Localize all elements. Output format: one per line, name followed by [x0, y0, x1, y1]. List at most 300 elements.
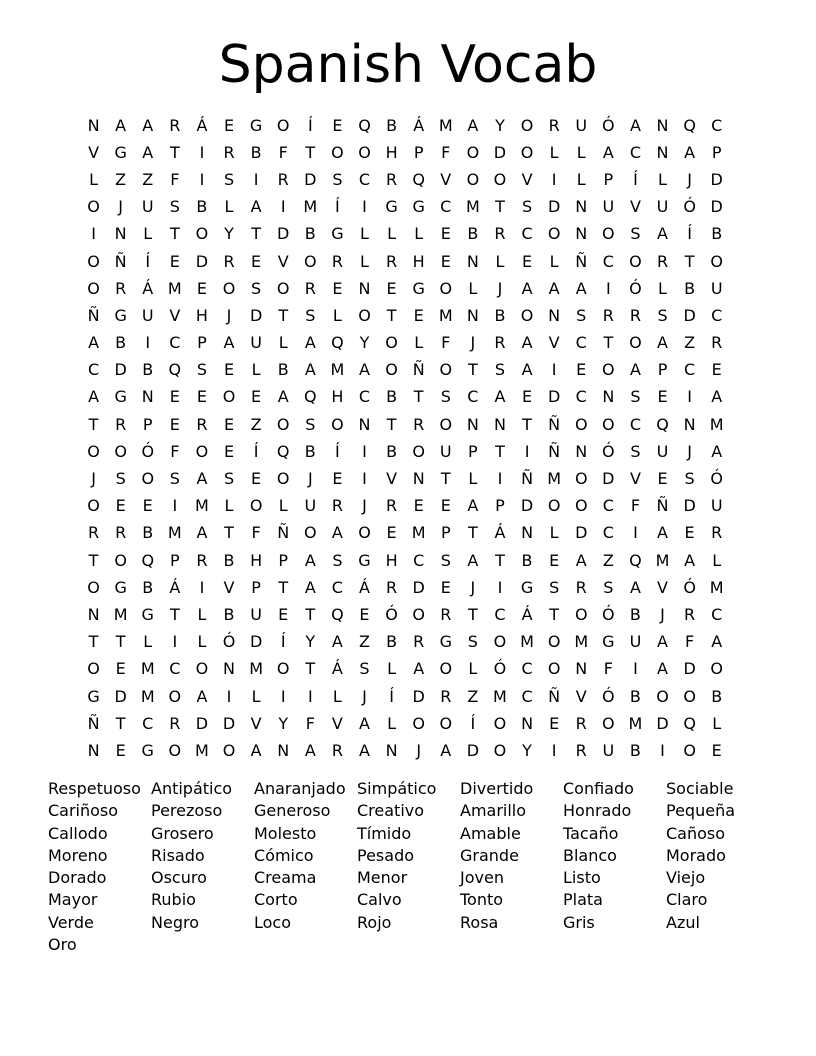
grid-cell: E [657, 469, 668, 489]
grid-cell: H [385, 550, 398, 570]
grid-cell: S [169, 197, 180, 217]
grid-cell: M [493, 686, 507, 706]
grid-cell: N [575, 224, 588, 244]
grid-cell: A [223, 333, 235, 353]
grid-cell: L [197, 632, 207, 652]
word-list-item: Tímido [357, 823, 412, 843]
word-list-item: Perezoso [151, 801, 223, 821]
grid-cell: H [195, 305, 208, 325]
grid-cell: N [683, 414, 696, 434]
grid-cell: C [711, 604, 723, 624]
grid-cell: R [115, 523, 127, 543]
grid-cell: Z [115, 169, 127, 189]
grid-cell: Z [250, 414, 262, 434]
grid-cell: R [115, 414, 127, 434]
grid-row [80, 112, 730, 139]
grid-cell: L [576, 169, 586, 189]
grid-cell: Á [196, 115, 208, 135]
grid-cell: Ñ [412, 360, 425, 380]
grid-cell: O [276, 278, 290, 298]
grid-cell: O [602, 414, 615, 434]
grid-cell: J [91, 469, 96, 489]
grid-cell: R [656, 251, 669, 271]
grid-cell: F [441, 333, 451, 353]
grid-cell: P [711, 142, 722, 162]
grid-cell: E [251, 469, 262, 489]
grid-cell: C [358, 169, 371, 189]
grid-cell: O [114, 441, 127, 461]
grid-cell: R [169, 713, 181, 733]
grid-cell: F [630, 496, 641, 516]
grid-cell: Ó [602, 115, 615, 135]
grid-cell: O [141, 469, 155, 489]
grid-cell: T [88, 414, 99, 434]
grid-cell: R [386, 251, 398, 271]
word-list-item: Menor [357, 868, 408, 888]
grid-cell: A [304, 360, 316, 380]
grid-cell: M [628, 713, 643, 733]
grid-cell: L [549, 523, 559, 543]
word-list-item: Creama [254, 868, 317, 888]
grid-cell: Í [280, 632, 286, 652]
grid-cell: F [278, 142, 288, 162]
grid-cell: G [114, 305, 127, 325]
grid-cell: O [574, 496, 588, 516]
grid-cell: M [438, 115, 453, 135]
grid-cell: D [602, 469, 615, 489]
grid-cell: J [362, 686, 367, 706]
grid-cell: N [385, 740, 398, 760]
grid-cell: O [493, 169, 507, 189]
grid-cell: E [359, 604, 370, 624]
grid-cell: H [385, 142, 398, 162]
grid-cell: E [440, 251, 451, 271]
grid-cell: Ó [385, 604, 398, 624]
grid-cell: O [629, 251, 642, 271]
grid-cell: G [141, 740, 154, 760]
grid-cell: Y [495, 115, 505, 135]
word-list-item: Generoso [254, 801, 331, 821]
grid-cell: Q [656, 414, 669, 434]
grid-cell: P [495, 496, 505, 516]
grid-cell: T [88, 632, 99, 652]
grid-cell: L [712, 550, 722, 570]
grid-cell: N [412, 469, 425, 489]
grid-cell: N [575, 441, 588, 461]
grid-cell: D [683, 496, 696, 516]
grid-row [80, 194, 730, 221]
grid-cell: A [657, 632, 668, 652]
grid-cell: I [253, 169, 259, 189]
grid-cell: O [602, 224, 615, 244]
grid-cell: E [684, 523, 695, 543]
grid-cell: S [630, 441, 641, 461]
word-list-item: Gris [563, 912, 595, 932]
grid-cell: R [494, 333, 506, 353]
grid-cell: B [115, 333, 127, 353]
grid-cell: T [169, 142, 180, 162]
grid-cell: C [711, 115, 723, 135]
grid-cell: O [439, 278, 453, 298]
grid-cell: A [629, 115, 641, 135]
grid-cell: E [332, 278, 343, 298]
grid-cell: I [91, 224, 96, 244]
grid-cell: S [332, 550, 343, 570]
grid-cell: A [575, 550, 587, 570]
grid-cell: S [657, 305, 668, 325]
grid-cell: V [331, 713, 343, 733]
grid-cell: B [521, 550, 533, 570]
grid-cell: R [440, 686, 452, 706]
grid-cell: O [466, 142, 480, 162]
grid-cell: L [251, 686, 261, 706]
grid-cell: J [470, 577, 476, 597]
grid-cell: G [249, 115, 263, 135]
grid-cell: T [169, 224, 180, 244]
grid-cell: G [114, 142, 127, 162]
grid-cell: O [520, 142, 534, 162]
grid-cell: Q [141, 550, 155, 570]
grid-cell: Á [494, 523, 506, 543]
grid-row [80, 601, 730, 628]
word-list-item: Negro [151, 912, 199, 932]
grid-cell: G [412, 278, 425, 298]
grid-cell: I [362, 469, 367, 489]
grid-cell: R [548, 115, 560, 135]
grid-row [80, 438, 730, 465]
grid-cell: R [196, 414, 208, 434]
grid-cell: B [277, 360, 289, 380]
grid-cell: Y [305, 632, 316, 652]
grid-cell: O [439, 360, 453, 380]
word-list-item: Listo [563, 868, 601, 888]
grid-cell: Ó [629, 278, 642, 298]
grid-cell: Y [224, 224, 234, 244]
grid-cell: O [195, 441, 209, 461]
grid-cell: I [660, 740, 665, 760]
grid-cell: I [172, 632, 178, 652]
grid-cell: E [332, 469, 343, 489]
grid-cell: O [493, 632, 507, 652]
grid-cell: E [413, 496, 424, 516]
grid-cell: B [629, 604, 641, 624]
grid-cell: N [521, 713, 534, 733]
grid-cell: N [87, 115, 100, 135]
word-list-item: Pesado [357, 845, 415, 865]
grid-cell: C [331, 577, 343, 597]
grid-cell: U [575, 115, 588, 135]
grid-cell: Á [359, 577, 370, 597]
grid-cell: M [303, 197, 318, 217]
grid-cell: O [547, 659, 561, 679]
grid-cell: S [549, 577, 560, 597]
grid-row [80, 275, 730, 302]
grid-cell: A [684, 142, 696, 162]
grid-cell: G [331, 224, 344, 244]
grid-cell: Ñ [548, 686, 561, 706]
grid-cell: L [224, 197, 234, 217]
grid-cell: D [520, 496, 534, 516]
grid-cell: I [362, 441, 367, 461]
grid-cell: S [630, 387, 641, 407]
grid-cell: Í [145, 251, 151, 271]
grid-cell: E [142, 496, 153, 516]
grid-cell: J [497, 278, 503, 298]
word-list-item: Joven [460, 868, 504, 888]
grid-cell: E [196, 387, 207, 407]
grid-cell: O [710, 659, 723, 679]
grid-row [80, 683, 730, 710]
grid-cell: J [470, 333, 476, 353]
grid-cell: N [575, 659, 588, 679]
grid-cell: Í [633, 169, 638, 189]
grid-cell: Y [359, 333, 370, 353]
grid-cell: L [387, 713, 397, 733]
grid-cell: U [656, 441, 669, 461]
grid-cell: O [412, 713, 425, 733]
word-list-item: Corto [254, 890, 298, 910]
grid-cell: P [251, 577, 261, 597]
grid-cell: Ñ [548, 441, 561, 461]
grid-cell: D [710, 169, 723, 189]
grid-cell: M [113, 604, 128, 624]
grid-cell: E [413, 305, 424, 325]
grid-row [80, 493, 730, 520]
grid-cell: L [414, 333, 424, 353]
grid-cell: C [521, 224, 533, 244]
grid-cell: L [658, 278, 667, 298]
grid-cell: M [547, 469, 562, 489]
word-list-item: Cañoso [666, 823, 726, 843]
grid-cell: R [711, 523, 723, 543]
grid-cell: N [548, 305, 561, 325]
grid-cell: J [307, 469, 313, 489]
grid-cell: B [304, 224, 316, 244]
grid-cell: Ó [141, 441, 155, 461]
grid-cell: A [521, 333, 533, 353]
grid-cell: A [548, 278, 560, 298]
grid-cell: D [304, 169, 317, 189]
grid-cell: M [167, 523, 182, 543]
grid-cell: Í [470, 713, 476, 733]
grid-cell: U [710, 496, 723, 516]
grid-cell: I [199, 142, 205, 162]
grid-cell: A [711, 632, 723, 652]
grid-cell: V [277, 251, 289, 271]
grid-cell: I [172, 496, 178, 516]
grid-cell: H [250, 550, 263, 570]
grid-cell: E [115, 496, 126, 516]
grid-row [80, 710, 730, 737]
grid-cell: O [87, 197, 100, 217]
grid-cell: V [575, 686, 587, 706]
grid-cell: P [142, 414, 153, 434]
grid-cell: J [226, 305, 232, 325]
grid-cell: O [87, 278, 100, 298]
grid-cell: B [142, 577, 154, 597]
grid-cell: Ó [602, 604, 615, 624]
grid-cell: F [441, 142, 451, 162]
grid-cell: S [521, 197, 533, 217]
grid-cell: Z [467, 686, 479, 706]
grid-cell: O [276, 115, 290, 135]
grid-cell: E [386, 278, 397, 298]
grid-cell: D [195, 251, 209, 271]
grid-cell: C [467, 387, 479, 407]
grid-cell: U [602, 197, 615, 217]
grid-cell: C [575, 333, 587, 353]
grid-cell: J [687, 441, 692, 461]
grid-cell: C [575, 387, 587, 407]
grid-cell: G [520, 577, 534, 597]
grid-cell: L [549, 142, 559, 162]
grid-cell: O [466, 169, 480, 189]
grid-row [80, 737, 730, 764]
grid-cell: O [87, 577, 100, 597]
grid-cell: D [222, 713, 236, 733]
grid-cell: G [114, 577, 127, 597]
grid-cell: E [657, 387, 668, 407]
grid-cell: D [412, 686, 425, 706]
grid-cell: A [521, 278, 533, 298]
grid-cell: Ñ [575, 251, 588, 271]
grid-cell: Z [359, 632, 370, 652]
grid-cell: L [197, 604, 207, 624]
grid-cell: U [250, 333, 262, 353]
grid-cell: N [493, 414, 506, 434]
grid-cell: B [386, 115, 398, 135]
grid-cell: B [711, 686, 723, 706]
grid-cell: C [602, 496, 614, 516]
grid-row [80, 139, 730, 166]
grid-cell: D [683, 659, 696, 679]
grid-cell: E [169, 387, 180, 407]
grid-cell: N [656, 142, 669, 162]
grid-cell: T [169, 604, 180, 624]
grid-cell: M [140, 659, 155, 679]
grid-cell: N [87, 604, 100, 624]
grid-cell: F [170, 169, 180, 189]
grid-cell: T [495, 441, 505, 461]
grid-cell: E [223, 360, 235, 380]
grid-cell: A [440, 740, 452, 760]
grid-cell: O [493, 740, 507, 760]
grid-cell: L [278, 333, 288, 353]
grid-cell: B [494, 305, 506, 325]
grid-cell: E [169, 414, 180, 434]
grid-cell: R [684, 604, 696, 624]
grid-cell: I [524, 441, 530, 461]
grid-cell: I [551, 360, 557, 380]
word-list-item: Callodo [48, 823, 108, 843]
grid-cell: E [576, 360, 587, 380]
grid-cell: N [521, 523, 534, 543]
grid-cell: R [711, 333, 723, 353]
grid-cell: O [439, 414, 453, 434]
grid-cell: O [574, 604, 588, 624]
grid-cell: G [439, 632, 452, 652]
grid-cell: A [657, 659, 668, 679]
grid-cell: A [142, 115, 154, 135]
grid-cell: S [115, 469, 126, 489]
grid-cell: S [332, 169, 343, 189]
grid-cell: E [223, 441, 235, 461]
grid-cell: I [145, 333, 151, 353]
grid-cell: L [387, 659, 397, 679]
grid-cell: V [548, 333, 560, 353]
word-list-item: Grosero [151, 823, 214, 843]
grid-cell: E [223, 414, 235, 434]
grid-cell: C [358, 387, 371, 407]
grid-row [80, 384, 730, 411]
grid-cell: B [386, 441, 398, 461]
grid-cell: N [223, 659, 235, 679]
grid-cell: M [411, 523, 426, 543]
grid-row [80, 574, 730, 601]
grid-cell: O [629, 333, 642, 353]
grid-cell: A [684, 550, 696, 570]
grid-cell: A [657, 224, 668, 244]
grid-cell: O [249, 496, 263, 516]
grid-cell: C [494, 604, 506, 624]
grid-cell: I [199, 169, 205, 189]
grid-cell: L [251, 360, 261, 380]
grid-cell: I [280, 197, 286, 217]
grid-cell: V [657, 577, 668, 597]
word-list-item: Rojo [357, 912, 392, 932]
grid-cell: E [711, 360, 722, 380]
grid-cell: O [195, 659, 209, 679]
grid-cell: D [466, 740, 480, 760]
grid-cell: A [467, 550, 479, 570]
word-list-item: Blanco [563, 845, 617, 865]
grid-cell: A [629, 577, 641, 597]
grid-cell: O [385, 333, 398, 353]
grid-cell: Q [331, 333, 344, 353]
grid-cell: N [466, 251, 479, 271]
grid-row [80, 221, 730, 248]
word-list-item: Divertido [460, 779, 534, 798]
word-list-item: Viejo [666, 868, 706, 888]
grid-cell: G [358, 550, 371, 570]
grid-cell: O [574, 414, 588, 434]
grid-cell: I [687, 387, 692, 407]
grid-cell: C [684, 360, 696, 380]
grid-cell: R [575, 740, 587, 760]
grid-cell: C [602, 523, 614, 543]
grid-cell: L [224, 496, 234, 516]
word-list-item: Antipático [151, 779, 233, 798]
grid-cell: Ó [493, 659, 507, 679]
word-list-item: Anaranjado [254, 779, 346, 798]
grid-cell: D [575, 523, 588, 543]
grid-cell: T [495, 197, 505, 217]
grid-cell: U [602, 740, 615, 760]
grid-cell: R [304, 278, 316, 298]
grid-cell: V [521, 169, 533, 189]
grid-cell: O [683, 740, 696, 760]
grid-cell: F [305, 713, 315, 733]
grid-cell: D [114, 686, 127, 706]
grid-cell: T [224, 523, 234, 543]
grid-cell: E [223, 115, 235, 135]
grid-cell: A [196, 523, 208, 543]
grid-cell: A [711, 387, 723, 407]
grid-cell: J [660, 604, 665, 624]
grid-cell: T [495, 550, 505, 570]
grid-cell: A [115, 115, 127, 135]
grid-cell: B [684, 278, 696, 298]
